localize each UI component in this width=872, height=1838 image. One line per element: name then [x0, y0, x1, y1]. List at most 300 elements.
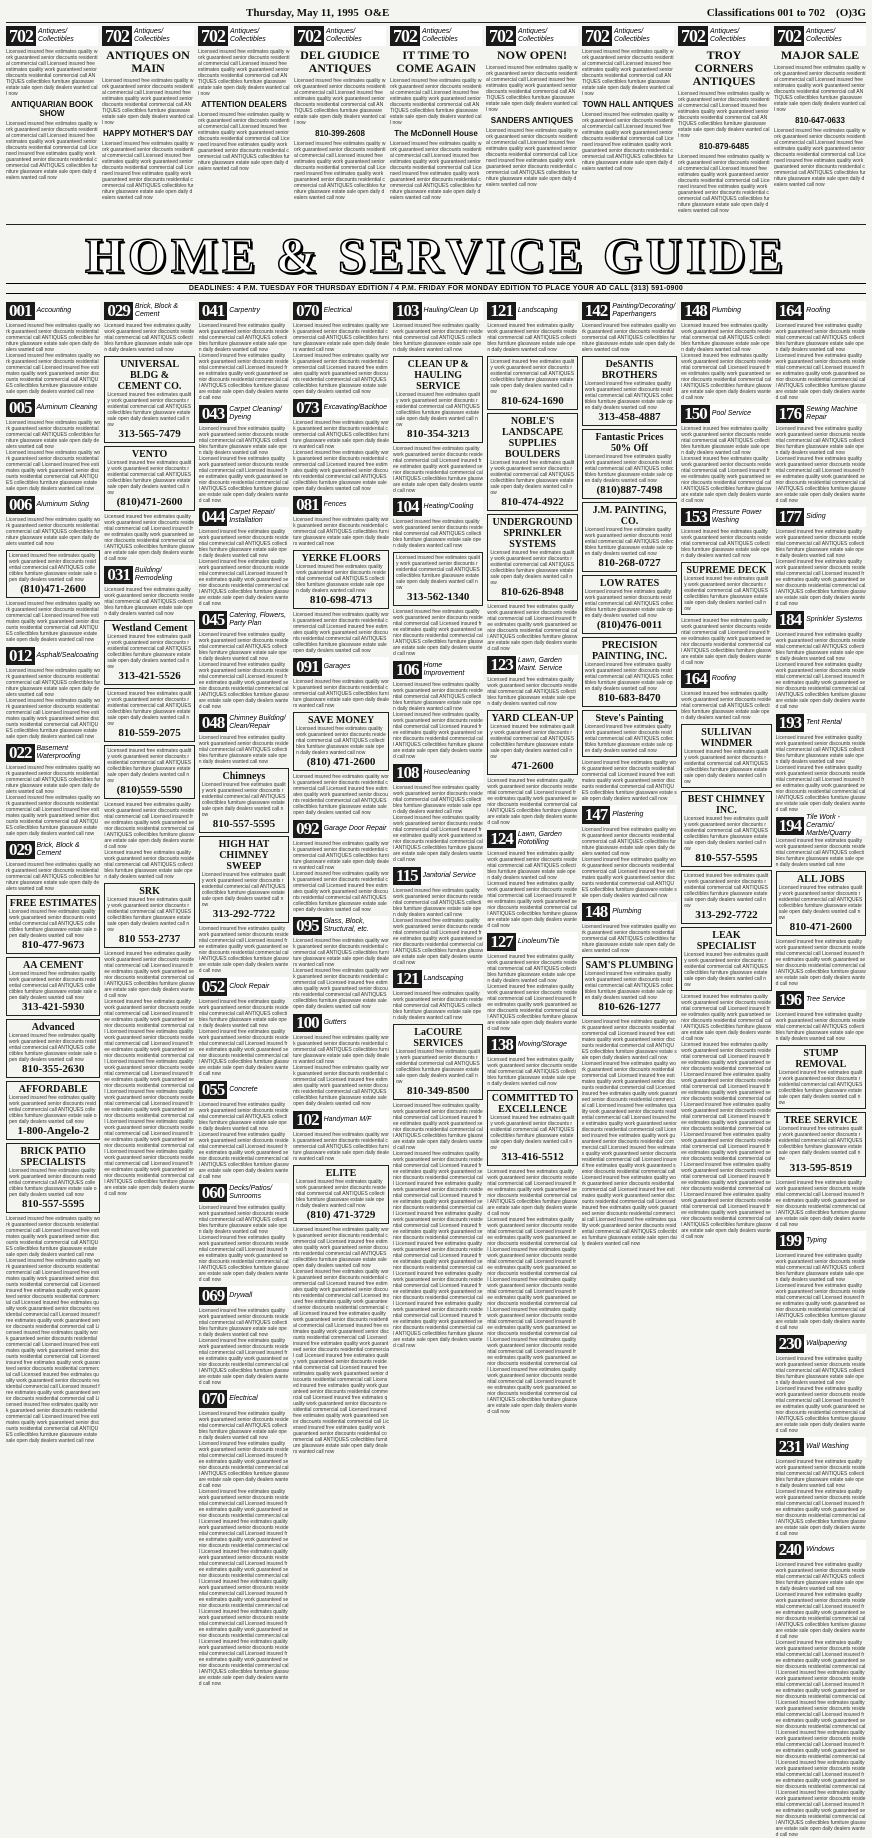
- ad-body-text: Licensed insured free estimates quality work guaranteed senior discounts residential commercial call Licensed insured free estimates quality work guaranteed senior discounts residential commercial call ANTIQUES collectibles furniture glassware estate sale open daily dealers wanted call now: [199, 1441, 289, 1489]
- category-number: 029: [9, 840, 32, 859]
- ad-body-text: Licensed insured free estimates quality work guaranteed senior discounts residential commercial call ANTIQUES collectibles furniture glassware estate sale open daily dealers wanted call now: [199, 1308, 289, 1338]
- category-number: 702: [489, 26, 513, 46]
- ad-body-text: Licensed insured free estimates quality work guaranteed senior discounts residential commercial call Licensed insured free estimates quality work guaranteed senior discounts residential commercial call ANTIQUES collectibles furniture glassware estate sale open daily dealers wanted call now: [199, 1235, 289, 1283]
- ad-headline: MAJOR SALE: [780, 48, 860, 62]
- category-number: 148: [684, 301, 707, 320]
- category-label: Janitorial Service: [421, 866, 484, 886]
- ad-body-text: Licensed insured free estimates quality work guaranteed senior discounts residential commercial call ANTIQUES collectibles furniture glassware estate sale open daily dealers wanted call now: [6, 517, 100, 547]
- category-badge: [486, 26, 578, 46]
- ad-phone-number: 313-421-5930: [22, 1001, 85, 1013]
- ad-body-text: Licensed insured free estimates quality work guaranteed senior discounts residential commercial call Licensed insured free estimates quality work guaranteed senior discounts residential commercial call Licensed insured free estimates quality work guaranteed senior discounts residential commercial call ANTIQUES collectibles furniture glassware estate sale open daily dealers wanted call now: [198, 112, 290, 172]
- ad-business-name: SRK: [139, 886, 160, 897]
- ad-body-text: Licensed insured free estimates quality work guaranteed senior discounts residential commercial call ANTIQUES collectibles furniture glassware estate sale open daily dealers wanted call now: [9, 1033, 97, 1063]
- ad-body-text: Licensed insured free estimates quality work guaranteed senior discounts residential commercial call Licensed insured free estimates quality work guaranteed senior discounts residential commercial call ANTIQUES collectibles furniture glassware estate sale open daily dealers wanted call now: [104, 802, 194, 850]
- page-code: (O)3G: [836, 7, 866, 19]
- category-label: Building/ Remodeling: [133, 565, 195, 585]
- category-number: 031: [107, 565, 130, 584]
- ad-business-name: ELITE: [325, 1168, 357, 1179]
- ad-subhead: SANDERS ANTIQUES: [490, 116, 574, 125]
- category-label: Plumbing: [610, 902, 677, 922]
- ad-phone-number: (810)559-5590: [116, 784, 183, 796]
- display-ad: [104, 688, 194, 742]
- category-label: Moving/Storage: [516, 1035, 578, 1055]
- category-label: Brick, Block & Cement: [133, 301, 195, 321]
- category-badge: [487, 656, 577, 674]
- ad-body-text: Licensed insured free estimates quality work guaranteed senior discounts residential commercial call ANTIQUES collectibles furniture glassware estate sale open daily dealers wanted call now: [393, 682, 483, 712]
- category-number: 070: [296, 301, 319, 320]
- category-badge: [681, 670, 771, 688]
- display-ad: [104, 883, 194, 948]
- ad-body-text: Licensed insured free estimates quality work guaranteed senior discounts residential commercial call ANTIQUES collectibles furniture glassware estate sale open daily dealers wanted call now: [681, 426, 771, 456]
- category-badge: [199, 302, 289, 320]
- category-number: 702: [201, 26, 225, 46]
- ad-body-text: Licensed insured free estimates quality work guaranteed senior discounts residential commercial call Licensed insured free estimates quality work guaranteed senior discounts residential commercial call ANTIQUES collectibles furniture glassware estate sale open daily dealers wanted call now: [487, 984, 577, 1032]
- category-badge: [393, 970, 483, 988]
- ad-body-text: Licensed insured free estimates quality work guaranteed senior discounts residential commercial call Licensed insured free estimates quality work guaranteed senior discounts residential commercial call ANTIQUES collectibles furniture glassware estate sale open daily dealers wanted call now: [293, 450, 389, 492]
- ad-body-text: Licensed insured free estimates quality work guaranteed senior discounts residential commercial call Licensed insured free estimates quality work guaranteed senior discounts residential commercial call ANTIQUES collectibles furniture glassware estate sale open daily dealers wanted call now: [776, 456, 866, 504]
- category-badge: [776, 1335, 866, 1353]
- ad-body-text: Licensed insured free estimates quality work guaranteed senior discounts residential commercial call ANTIQUES collectibles furniture glassware estate sale open daily dealers wanted call now: [107, 392, 191, 428]
- ad-body-text: Licensed insured free estimates quality work guaranteed senior discounts residential commercial call ANTIQUES collectibles furniture glassware estate sale open daily dealers wanted call now: [779, 1126, 863, 1162]
- category-number: 121: [490, 301, 513, 320]
- category-number: 029: [107, 301, 130, 320]
- ad-body-text: Licensed insured free estimates quality work guaranteed senior discounts residential commercial call ANTIQUES collectibles furniture glassware estate sale open daily dealers wanted call now: [393, 785, 483, 815]
- category-badge: [199, 611, 289, 629]
- ad-body-text: Licensed insured free estimates quality work guaranteed senior discounts residential commercial call Licensed insured free estimates quality work guaranteed senior discounts residential commercial call ANTIQUES collectibles furniture glassware estate sale open daily dealers wanted call now: [487, 1169, 577, 1217]
- ad-body-text: Licensed insured free estimates quality work guaranteed senior discounts residential commercial call Licensed insured free estimates quality work guaranteed senior discounts residential commercial call ANTIQUES collectibles furniture glassware estate sale open daily dealers wanted call now: [487, 604, 577, 652]
- ad-body-text: Licensed insured free estimates quality work guaranteed senior discounts residential commercial call ANTIQUES collectibles furniture glassware estate sale open daily dealers wanted call now: [293, 1132, 389, 1162]
- category-badge: [487, 933, 577, 951]
- ad-body-text: Licensed insured free estimates quality work guaranteed senior discounts residential commercial call Licensed insured free estimates quality work guaranteed senior discounts residential commercial call Licensed insured free estimates quality work guaranteed senior discounts residential commercial call Licensed insured free estimates quality work guaranteed senior discounts residential commercial call Licensed insured free estimates quality work guaranteed senior discounts residential commercial call Licensed insured free estimates quality work guaranteed senior discounts residential commercial call Licensed insured free estimates quality work guaranteed senior discounts residential commercial call Licensed insured free estimates quality work guaranteed senior discounts residential commercial call Licensed insured free estimates quality work guaranteed senior discounts residential commercial call Licensed insured free estimates quality work guaranteed senior discounts residential commercial call Licensed insured free estimates quality work guaranteed senior discounts residential commercial call Licensed insured free estimates quality work guaranteed senior discounts residential commercial call ANTIQUES collectibles furniture glassware estate sale open daily dealers wanted call now: [199, 1489, 289, 1687]
- ad-body-text: Licensed insured free estimates quality work guaranteed senior discounts residential commercial call ANTIQUES collectibles furniture glassware estate sale open daily dealers wanted call now: [585, 527, 675, 557]
- ad-body-text: Licensed insured free estimates quality work guaranteed senior discounts residential commercial call Licensed insured free estimates quality work guaranteed senior discounts residential commercial call ANTIQUES collectibles furniture glassware estate sale open daily dealers wanted call now: [6, 601, 100, 643]
- ad-body-text: Licensed insured free estimates quality work guaranteed senior discounts residential commercial call ANTIQUES collectibles furniture glassware estate sale open daily dealers wanted call now: [199, 1102, 289, 1132]
- ad-body-text: Licensed insured free estimates quality work guaranteed senior discounts residential commercial call ANTIQUES collectibles furniture glassware estate sale open daily dealers wanted call now: [107, 460, 191, 496]
- ad-business-name: SULLIVAN WINDMER: [700, 727, 753, 749]
- ad-business-name: HIGH HAT CHIMNEY SWEEP: [218, 839, 270, 872]
- ad-body-text: Licensed insured free estimates quality work guaranteed senior discounts residential commercial call Licensed insured free estimates quality work guaranteed senior discounts residential commercial call ANTIQUES collectibles furniture glassware estate sale open daily dealers wanted call now: [681, 994, 771, 1042]
- category-label: Garages: [322, 657, 389, 677]
- ad-business-name: FREE ESTIMATES: [9, 898, 97, 909]
- ad-phone-number: 810-624-1690: [501, 395, 564, 407]
- category-label: Plumbing: [710, 301, 772, 321]
- ad-body-text: Licensed insured free estimates quality work guaranteed senior discounts residential commercial call ANTIQUES collectibles furniture glassware estate sale open daily dealers wanted call now: [776, 1562, 866, 1592]
- guide-column: [293, 298, 389, 1838]
- category-label: Clock Repair: [227, 977, 289, 997]
- ad-phone-number: (810)887-7498: [596, 484, 663, 496]
- ad-body-text: Licensed insured free estimates quality work guaranteed senior discounts residential commercial call ANTIQUES collectibles furniture glassware estate sale open daily dealers wanted call now: [293, 841, 389, 871]
- category-number: 164: [684, 669, 707, 688]
- ad-body-text: Licensed insured free estimates quality work guaranteed senior discounts residential commercial call Licensed insured free estimates quality work guaranteed senior discounts residential commercial call ANTIQUES collectibles furniture glassware estate sale open daily dealers wanted call now: [6, 353, 100, 395]
- category-number: 081: [296, 495, 319, 514]
- category-badge: [681, 508, 771, 526]
- ad-body-text: Licensed insured free estimates quality work guaranteed senior discounts residential commercial call ANTIQUES collectibles furniture glassware estate sale open daily dealers wanted call now: [107, 748, 191, 784]
- ad-body-text: Licensed insured free estimates quality work guaranteed senior discounts residential commercial call Licensed insured free estimates quality work guaranteed senior discounts residential commercial call ANTIQUES collectibles furniture glassware estate sale open daily dealers wanted call now: [199, 662, 289, 710]
- display-ad: [681, 927, 771, 991]
- category-badge: [393, 498, 483, 516]
- ad-body-text: Licensed insured free estimates quality work guaranteed senior discounts residential commercial call ANTIQUES collectibles furniture glassware estate sale open daily dealers wanted call now: [6, 668, 100, 698]
- ad-body-text: Licensed insured free estimates quality work guaranteed senior discounts residential commercial call Licensed insured free estimates quality work guaranteed senior discounts residential commercial call Licensed insured free estimates quality work guaranteed senior discounts residential commercial call Licensed insured free estimates quality work guaranteed senior discounts residential commercial call Licensed insured free estimates quality work guaranteed senior discounts residential commercial call Licensed insured free estimates quality work guaranteed senior discounts residential commercial call Licensed insured free estimates quality work guaranteed senior discounts residential commercial call Licensed insured free estimates quality work guaranteed senior discounts residential commercial call Licensed insured free estimates quality work guaranteed senior discounts residential commercial call Licensed insured free estimates quality work guaranteed senior discounts residential commercial call Licensed insured free estimates quality work guaranteed senior discounts residential commercial call Licensed insured free estimates quality work guaranteed senior discounts residential commercial call ANTIQUES collectibles furniture glassware estate sale open daily dealers wanted call now: [293, 1269, 389, 1455]
- page-header: [6, 6, 866, 23]
- display-ad: [104, 620, 194, 685]
- category-badge: [199, 1081, 289, 1099]
- category-badge: [776, 405, 866, 423]
- category-badge: [199, 714, 289, 732]
- ad-body-text: Licensed insured free estimates quality work guaranteed senior discounts residential commercial call Licensed insured free estimates quality work guaranteed senior discounts residential commercial call Licensed insured free estimates quality work guaranteed senior discounts residential commercial call ANTIQUES collectibles furniture glassware estate sale open daily dealers wanted call now: [678, 154, 770, 214]
- category-label: Antiques/ Collectibles: [612, 26, 674, 46]
- ad-phone-number: 313-458-4887: [598, 411, 661, 423]
- guide-title: HOME & SERVICE GUIDE: [85, 227, 787, 283]
- ad-body-text: Licensed insured free estimates quality work guaranteed senior discounts residential commercial call ANTIQUES collectibles furniture glassware estate sale open daily dealers wanted call now: [487, 954, 577, 984]
- category-label: Catering, Flowers, Party Plan: [227, 610, 289, 630]
- category-number: 164: [778, 301, 802, 320]
- ad-body-text: Licensed insured free estimates quality work guaranteed senior discounts residential commercial call ANTIQUES collectibles furniture glassware estate sale open daily dealers wanted call now: [104, 323, 194, 353]
- category-number: 176: [778, 404, 802, 423]
- ad-body-text: Licensed insured free estimates quality work guaranteed senior discounts residential commercial call Licensed insured free estimates quality work guaranteed senior discounts residential commercial call ANTIQUES collectibles furniture glassware estate sale open daily dealers wanted call now: [681, 618, 771, 666]
- ad-body-text: Licensed insured free estimates quality work guaranteed senior discounts residential commercial call Licensed insured free estimates quality work guaranteed senior discounts residential commercial call ANTIQUES collectibles furniture glassware estate sale open daily dealers wanted call now: [776, 1489, 866, 1537]
- ad-phone-number: 810-559-2075: [118, 727, 181, 739]
- display-ad: [582, 957, 678, 1016]
- display-ad: [6, 550, 100, 598]
- ad-body-text: Licensed insured free estimates quality work guaranteed senior discounts residential commercial call ANTIQUES collectibles furniture glassware estate sale open daily dealers wanted call now: [585, 971, 675, 1001]
- ad-body-text: Licensed insured free estimates quality work guaranteed senior discounts residential commercial call ANTIQUES collectibles furniture glassware estate sale open daily dealers wanted call now: [776, 1012, 866, 1042]
- ad-body-text: Licensed insured free estimates quality work guaranteed senior discounts residential commercial call Licensed insured free estimates quality work guaranteed senior discounts residential commercial call ANTIQUES collectibles furniture glassware estate sale open daily dealers wanted call now: [104, 951, 194, 999]
- ad-body-text: Licensed insured free estimates quality work guaranteed senior discounts residential commercial call ANTIQUES collectibles furniture glassware estate sale open daily dealers wanted call now: [684, 873, 768, 909]
- ad-body-text: Licensed insured free estimates quality work guaranteed senior discounts residential commercial call ANTIQUES collectibles furniture glassware estate sale open daily dealers wanted call now: [487, 677, 577, 707]
- category-badge: [678, 26, 770, 46]
- ad-body-text: Licensed insured free estimates quality work guaranteed senior discounts residential commercial call ANTIQUES collectibles furniture glassware estate sale open daily dealers wanted call now: [396, 392, 480, 428]
- category-label: Asphalt/Sealcoating: [35, 646, 101, 666]
- ad-body-text: Licensed insured free estimates quality work guaranteed senior discounts residential commercial call Licensed insured free estimates quality work guaranteed senior discounts residential commercial call ANTIQUES collectibles furniture glassware estate sale open daily dealers wanted call now: [582, 857, 678, 899]
- ad-body-text: Licensed insured free estimates quality work guaranteed senior discounts residential commercial call Licensed insured free estimates quality work guaranteed senior discounts residential commercial call Licensed insured free estimates quality work guaranteed senior discounts residential commercial call Licensed insured free estimates quality work guaranteed senior discounts residential commercial call Licensed insured free estimates quality work guaranteed senior discounts residential commercial call Licensed insured free estimates quality work guaranteed senior discounts residential commercial call Licensed insured free estimates quality work guaranteed senior discounts residential commercial call Licensed insured free estimates quality work guaranteed senior discounts residential commercial call Licensed insured free estimates quality work guaranteed senior discounts residential commercial call Licensed insured free estimates quality work guaranteed senior discounts residential commercial call Licensed insured free estimates quality work guaranteed senior discounts residential commercial call Licensed insured free estimates quality work guaranteed senior discounts residential commercial call ANTIQUES collectibles furniture glassware estate sale open daily dealers wanted call now: [6, 1258, 100, 1444]
- category-badge: [199, 1287, 289, 1305]
- ad-business-name: SAM'S PLUMBING: [585, 960, 674, 971]
- antiques-column: [486, 26, 578, 224]
- ad-body-text: Licensed insured free estimates quality work guaranteed senior discounts residential commercial call Licensed insured free estimates quality work guaranteed senior discounts residential commercial call ANTIQUES collectibles furniture glassware estate sale open daily dealers wanted call now: [102, 78, 194, 126]
- ad-business-name: LaCOURE SERVICES: [413, 1027, 464, 1049]
- ad-body-text: Licensed insured free estimates quality work guaranteed senior discounts residential commercial call Licensed insured free estimates quality work guaranteed senior discounts residential commercial call ANTIQUES collectibles furniture glassware estate sale open daily dealers wanted call now: [774, 65, 866, 113]
- category-number: 092: [296, 819, 319, 838]
- category-number: 150: [684, 404, 707, 423]
- ad-phone-number: 810-698-4713: [309, 594, 373, 606]
- antiques-column: [294, 26, 386, 224]
- ad-body-text: Licensed insured free estimates quality work guaranteed senior discounts residential commercial call Licensed insured free estimates quality work guaranteed senior discounts residential commercial call ANTIQUES collectibles furniture glassware estate sale open daily dealers wanted call now: [776, 1386, 866, 1434]
- service-guide-columns: [6, 298, 866, 1826]
- ad-body-text: Licensed insured free estimates quality work guaranteed senior discounts residential commercial call ANTIQUES collectibles furniture glassware estate sale open daily dealers wanted call now: [490, 359, 574, 395]
- display-ad: [681, 870, 771, 924]
- category-badge: [487, 302, 577, 320]
- category-label: Aluminum Siding: [35, 495, 101, 515]
- antiques-column: [390, 26, 482, 224]
- ad-body-text: Licensed insured free estimates quality work guaranteed senior discounts residential commercial call Licensed insured free estimates quality work guaranteed senior discounts residential commercial call ANTIQUES collectibles furniture glassware estate sale open daily dealers wanted call now: [293, 968, 389, 1010]
- ad-business-name: BEST CHIMNEY INC.: [687, 794, 766, 816]
- ad-body-text: Licensed insured free estimates quality work guaranteed senior discounts residential commercial call ANTIQUES collectibles furniture glassware estate sale open daily dealers wanted call now: [202, 872, 286, 908]
- category-number: 194: [778, 816, 802, 835]
- ad-phone-number: 313-595-8519: [789, 1162, 852, 1174]
- ad-body-text: Licensed insured free estimates quality work guaranteed senior discounts residential commercial call Licensed insured free estimates quality work guaranteed senior discounts residential commercial call ANTIQUES collectibles furniture glassware estate sale open daily dealers wanted call now: [6, 49, 98, 97]
- ad-body-text: Licensed insured free estimates quality work guaranteed senior discounts residential commercial call Licensed insured free estimates quality work guaranteed senior discounts residential commercial call ANTIQUES collectibles furniture glassware estate sale open daily dealers wanted call now: [293, 774, 389, 816]
- category-number: 103: [396, 301, 419, 320]
- ad-body-text: Licensed insured free estimates quality work guaranteed senior discounts residential commercial call Licensed insured free estimates quality work guaranteed senior discounts residential commercial call ANTIQUES collectibles furniture glassware estate sale open daily dealers wanted call now: [293, 612, 389, 654]
- ad-body-text: Licensed insured free estimates quality work guaranteed senior discounts residential commercial call ANTIQUES collectibles furniture glassware estate sale open daily dealers wanted call now: [684, 952, 768, 988]
- ad-body-text: Licensed insured free estimates quality work guaranteed senior discounts residential commercial call ANTIQUES collectibles furniture glassware estate sale open daily dealers wanted call now: [585, 662, 675, 692]
- category-label: Antiques/ Collectibles: [516, 26, 578, 46]
- category-label: Antiques/ Collectibles: [420, 26, 482, 46]
- ad-phone-number: (810)476-0011: [596, 619, 663, 631]
- ad-body-text: Licensed insured free estimates quality work guaranteed senior discounts residential commercial call Licensed insured free estimates quality work guaranteed senior discounts residential commercial call Licensed insured free estimates quality work guaranteed senior discounts residential commercial call ANTIQUES collectibles furniture glassware estate sale open daily dealers wanted call now: [582, 112, 674, 172]
- ad-phone-number: 313-416-5512: [501, 1151, 564, 1163]
- guide-column: [104, 298, 194, 1838]
- ad-body-text: Licensed insured free estimates quality work guaranteed senior discounts residential commercial call ANTIQUES collectibles furniture glassware estate sale open daily dealers wanted call now: [776, 632, 866, 662]
- ad-body-text: Licensed insured free estimates quality work guaranteed senior discounts residential commercial call Licensed insured free estimates quality work guaranteed senior discounts residential commercial call Licensed insured free estimates quality work guaranteed senior discounts residential commercial call Licensed insured free estimates quality work guaranteed senior discounts residential commercial call Licensed insured free estimates quality work guaranteed senior discounts residential commercial call Licensed insured free estimates quality work guaranteed senior discounts residential commercial call Licensed insured free estimates quality work guaranteed senior discounts residential commercial call Licensed insured free estimates quality work guaranteed senior discounts residential commercial call Licensed insured free estimates quality work guaranteed senior discounts residential commercial call Licensed insured free estimates quality work guaranteed senior discounts residential commercial call Licensed insured free estimates quality work guaranteed senior discounts residential commercial call Licensed insured free estimates quality work guaranteed senior discounts residential commercial call ANTIQUES collectibles furniture glassware estate sale open daily dealers wanted call now: [776, 1640, 866, 1838]
- ad-body-text: Licensed insured free estimates quality work guaranteed senior discounts residential commercial call Licensed insured free estimates quality work guaranteed senior discounts residential commercial call Licensed insured free estimates quality work guaranteed senior discounts residential commercial call Licensed insured free estimates quality work guaranteed senior discounts residential commercial call Licensed insured free estimates quality work guaranteed senior discounts residential commercial call Licensed insured free estimates quality work guaranteed senior discounts residential commercial call Licensed insured free estimates quality work guaranteed senior discounts residential commercial call Licensed insured free estimates quality work guaranteed senior discounts residential commercial call Licensed insured free estimates quality work guaranteed senior discounts residential commercial call Licensed insured free estimates quality work guaranteed senior discounts residential commercial call Licensed insured free estimates quality work guaranteed senior discounts residential commercial call Licensed insured free estimates quality work guaranteed senior discounts residential commercial call ANTIQUES collectibles furniture glassware estate sale open daily dealers wanted call now: [487, 1217, 577, 1415]
- category-badge: [487, 830, 577, 848]
- display-ad: [776, 1045, 866, 1109]
- category-label: Brick, Block & Cement: [35, 840, 101, 860]
- category-label: Windows: [804, 1540, 866, 1560]
- ad-body-text: Licensed insured free estimates quality work guaranteed senior discounts residential commercial call Licensed insured free estimates quality work guaranteed senior discounts residential commercial call ANTIQUES collectibles furniture glassware estate sale open daily dealers wanted call now: [776, 1283, 866, 1331]
- ad-phone-number: 810-683-8470: [598, 692, 661, 704]
- category-number: 091: [296, 657, 319, 676]
- ad-business-name: LEAK SPECIALIST: [696, 930, 757, 952]
- category-badge: [6, 647, 100, 665]
- ad-phone-number: 810-557-5595: [22, 1198, 85, 1210]
- category-badge: [776, 1541, 866, 1559]
- category-badge: [582, 302, 678, 320]
- ad-body-text: Licensed insured free estimates quality work guaranteed senior discounts residential commercial call ANTIQUES collectibles furniture glassware estate sale open daily dealers wanted call now: [681, 529, 771, 559]
- guide-column: [199, 298, 289, 1838]
- display-ad: [393, 356, 483, 443]
- antiques-column: [582, 26, 674, 224]
- category-badge: [199, 978, 289, 996]
- ad-body-text: Licensed insured free estimates quality work guaranteed senior discounts residential commercial call ANTIQUES collectibles furniture glassware estate sale open daily dealers wanted call now: [776, 838, 866, 868]
- ad-phone-number: 1-800-Angelo-2: [17, 1125, 89, 1137]
- ad-business-name: Advanced: [31, 1022, 75, 1033]
- guide-column: [487, 298, 577, 1838]
- ad-body-text: Licensed insured free estimates quality work guaranteed senior discounts residential commercial call ANTIQUES collectibles furniture glassware estate sale open daily dealers wanted call now: [296, 726, 386, 756]
- category-badge: [582, 806, 678, 824]
- ad-body-text: Licensed insured free estimates quality work guaranteed senior discounts residential commercial call Licensed insured free estimates quality work guaranteed senior discounts residential commercial call ANTIQUES collectibles furniture glassware estate sale open daily dealers wanted call now: [776, 1592, 866, 1640]
- category-label: Basement Waterproofing: [35, 743, 101, 763]
- guide-column: [681, 298, 771, 1838]
- ad-body-text: Licensed insured free estimates quality work guaranteed senior discounts residential commercial call ANTIQUES collectibles furniture glassware estate sale open daily dealers wanted call now: [396, 555, 480, 591]
- category-label: Electrical: [322, 301, 389, 321]
- display-ad: [393, 552, 483, 606]
- display-ad: [6, 1143, 100, 1213]
- ad-body-text: Licensed insured free estimates quality work guaranteed senior discounts residential commercial call ANTIQUES collectibles furniture glassware estate sale open daily dealers wanted call now: [684, 749, 768, 785]
- category-label: Pool Service: [710, 404, 772, 424]
- ad-subhead: 810-879-6485: [699, 142, 749, 151]
- category-badge: [390, 26, 482, 46]
- ad-business-name: ALL JOBS: [797, 874, 845, 885]
- ad-business-name: J.M. PAINTING, CO.: [592, 505, 667, 527]
- ad-body-text: Licensed insured free estimates quality work guaranteed senior discounts residential commercial call ANTIQUES collectibles furniture glassware estate sale open daily dealers wanted call now: [487, 1057, 577, 1087]
- category-number: 073: [296, 398, 319, 417]
- display-ad: [6, 957, 100, 1016]
- category-label: Roofing: [804, 301, 866, 321]
- category-label: Tile Work - Ceramic/ Marble/Quarry: [804, 816, 866, 836]
- category-number: 184: [778, 610, 802, 629]
- category-badge: [293, 399, 389, 417]
- ad-body-text: Licensed insured free estimates quality work guaranteed senior discounts residential commercial call ANTIQUES collectibles furniture glassware estate sale open daily dealers wanted call now: [293, 1035, 389, 1065]
- category-label: Siding: [804, 507, 866, 527]
- ad-body-text: Licensed insured free estimates quality work guaranteed senior discounts residential commercial call ANTIQUES collectibles furniture glassware estate sale open daily dealers wanted call now: [9, 553, 97, 583]
- display-ad: [199, 768, 289, 833]
- ad-body-text: Licensed insured free estimates quality work guaranteed senior discounts residential commercial call ANTIQUES collectibles furniture glassware estate sale open daily dealers wanted call now: [487, 851, 577, 881]
- category-number: 177: [778, 507, 802, 526]
- category-label: Hauling/Clean Up: [422, 301, 484, 321]
- display-ad: [681, 562, 771, 615]
- category-label: Wallpapering: [804, 1334, 866, 1354]
- ad-body-text: Licensed insured free estimates quality work guaranteed senior discounts residential commercial call ANTIQUES collectibles furniture glassware estate sale open daily dealers wanted call now: [776, 426, 866, 456]
- ad-body-text: Licensed insured free estimates quality work guaranteed senior discounts residential commercial call ANTIQUES collectibles furniture glassware estate sale open daily dealers wanted call now: [776, 1253, 866, 1283]
- category-label: Handyman M/F: [322, 1110, 389, 1130]
- ad-business-name: STUMP REMOVAL: [795, 1048, 847, 1070]
- category-number: 153: [684, 507, 707, 526]
- category-badge: [104, 302, 194, 320]
- ad-phone-number: (810) 471-3729: [306, 1209, 376, 1221]
- ad-body-text: Licensed insured free estimates quality work guaranteed senior discounts residential commercial call ANTIQUES collectibles furniture glassware estate sale open daily dealers wanted call now: [293, 938, 389, 968]
- ad-phone-number: 313-562-1340: [407, 591, 470, 603]
- category-label: Decks/Patios/ Sunrooms: [227, 1183, 289, 1203]
- category-number: 138: [490, 1035, 513, 1054]
- display-ad: [582, 575, 678, 634]
- category-label: Antiques/ Collectibles: [132, 26, 194, 46]
- display-ad: [104, 745, 194, 799]
- display-ad: [6, 1081, 100, 1140]
- category-number: 108: [396, 763, 419, 782]
- ad-business-name: CLEAN UP & HAULING SERVICE: [407, 359, 469, 392]
- category-label: Glass, Block, Structural, etc.: [322, 916, 389, 936]
- category-badge: [776, 991, 866, 1009]
- category-number: 702: [297, 26, 321, 46]
- category-number: 048: [201, 713, 225, 732]
- category-badge: [393, 867, 483, 885]
- category-label: Heating/Cooling: [422, 497, 484, 517]
- ad-body-text: Licensed insured free estimates quality work guaranteed senior discounts residential commercial call Licensed insured free estimates quality work guaranteed senior discounts residential commercial call ANTIQUES collectibles furniture glassware estate sale open daily dealers wanted call now: [776, 939, 866, 987]
- display-ad: [487, 514, 577, 601]
- category-label: Drywall: [227, 1286, 289, 1306]
- ad-body-text: Licensed insured free estimates quality work guaranteed senior discounts residential commercial call ANTIQUES collectibles furniture glassware estate sale open daily dealers wanted call now: [199, 529, 289, 559]
- display-ad: [104, 356, 194, 443]
- ad-body-text: Licensed insured free estimates quality work guaranteed senior discounts residential commercial call Licensed insured free estimates quality work guaranteed senior discounts residential commercial call Licensed insured free estimates quality work guaranteed senior discounts residential commercial call Licensed insured free estimates quality work guaranteed senior discounts residential commercial call Licensed insured free estimates quality work guaranteed senior discounts residential commercial call Licensed insured free estimates quality work guaranteed senior discounts residential commercial call Licensed insured free estimates quality work guaranteed senior discounts residential commercial call Licensed insured free estimates quality work guaranteed senior discounts residential commercial call Licensed insured free estimates quality work guaranteed senior discounts residential commercial call Licensed insured free estimates quality work guaranteed senior discounts residential commercial call Licensed insured free estimates quality work guaranteed senior discounts residential commercial call Licensed insured free estimates quality work guaranteed senior discounts residential commercial call ANTIQUES collectibles furniture glassware estate sale open daily dealers wanted call now: [104, 999, 194, 1197]
- ad-body-text: Licensed insured free estimates quality work guaranteed senior discounts residential commercial call Licensed insured free estimates quality work guaranteed senior discounts residential commercial call ANTIQUES collectibles furniture glassware estate sale open daily dealers wanted call now: [678, 91, 770, 139]
- category-label: Roofing: [710, 669, 772, 689]
- ad-body-text: Licensed insured free estimates quality work guaranteed senior discounts residential commercial call Licensed insured free estimates quality work guaranteed senior discounts residential commercial call ANTIQUES collectibles furniture glassware estate sale open daily dealers wanted call now: [393, 1103, 483, 1151]
- category-number: 045: [201, 610, 225, 629]
- category-label: Wall Washing: [804, 1437, 866, 1457]
- category-label: Carpet Repair/ Installation: [227, 507, 289, 527]
- ad-body-text: Licensed insured free estimates quality work guaranteed senior discounts residential commercial call ANTIQUES collectibles furniture glassware estate sale open daily dealers wanted call now: [9, 1168, 97, 1198]
- category-badge: [681, 405, 771, 423]
- display-ad: [6, 895, 100, 954]
- ad-body-text: Licensed insured free estimates quality work guaranteed senior discounts residential commercial call ANTIQUES collectibles furniture glassware estate sale open daily dealers wanted call now: [199, 426, 289, 456]
- ad-headline: NOW OPEN!: [496, 48, 568, 62]
- category-number: 193: [778, 713, 802, 732]
- ad-body-text: Licensed insured free estimates quality work guaranteed senior discounts residential commercial call ANTIQUES collectibles furniture glassware estate sale open daily dealers wanted call now: [104, 587, 194, 617]
- category-label: Linoleum/Tile: [516, 932, 578, 952]
- category-number: 702: [777, 26, 801, 46]
- category-badge: [393, 661, 483, 679]
- ad-body-text: Licensed insured free estimates quality work guaranteed senior discounts residential commercial call ANTIQUES collectibles furniture glassware estate sale open daily dealers wanted call now: [6, 420, 100, 450]
- category-badge: [6, 302, 100, 320]
- ad-body-text: Licensed insured free estimates quality work guaranteed senior discounts residential commercial call Licensed insured free estimates quality work guaranteed senior discounts residential commercial call ANTIQUES collectibles furniture glassware estate sale open daily dealers wanted call now: [390, 78, 482, 126]
- ad-body-text: Licensed insured free estimates quality work guaranteed senior discounts residential commercial call Licensed insured free estimates quality work guaranteed senior discounts residential commercial call ANTIQUES collectibles furniture glassware estate sale open daily dealers wanted call now: [199, 1338, 289, 1386]
- category-label: Painting/Decorating/ Paperhangers: [610, 301, 677, 321]
- ad-business-name: SAVE MONEY: [307, 715, 375, 726]
- category-number: 052: [201, 977, 225, 996]
- ad-body-text: Licensed insured free estimates quality work guaranteed senior discounts residential commercial call ANTIQUES collectibles furniture glassware estate sale open daily dealers wanted call now: [107, 691, 191, 727]
- category-badge: [199, 1184, 289, 1202]
- category-label: Sewing Machine Repair: [804, 404, 866, 424]
- category-label: Tent Rental: [804, 713, 866, 733]
- deadline-line: DEADLINES: 4 P.M. TUESDAY FOR THURSDAY EDITION / 4 P.M. FRIDAY FOR MONDAY EDITION TO PLACE YOUR AD CALL (313) 591-0900: [6, 283, 866, 294]
- display-ad: [487, 356, 577, 410]
- edition-date: Thursday, May 11, 1995 O&E: [246, 7, 390, 19]
- antiques-column: [774, 26, 866, 224]
- ad-body-text: Licensed insured free estimates quality work guaranteed senior discounts residential commercial call ANTIQUES collectibles furniture glassware estate sale open daily dealers wanted call now: [490, 1115, 574, 1151]
- ad-phone-number: (810)471-2600: [20, 583, 87, 595]
- ad-body-text: Licensed insured free estimates quality work guaranteed senior discounts residential commercial call ANTIQUES collectibles furniture glassware estate sale open daily dealers wanted call now: [199, 1411, 289, 1441]
- ad-body-text: Licensed insured free estimates quality work guaranteed senior discounts residential commercial call Licensed insured free estimates quality work guaranteed senior discounts residential commercial call ANTIQUES collectibles furniture glassware estate sale open daily dealers wanted call now: [582, 49, 674, 97]
- ad-body-text: Licensed insured free estimates quality work guaranteed senior discounts residential commercial call Licensed insured free estimates quality work guaranteed senior discounts residential commercial call ANTIQUES collectibles furniture glassware estate sale open daily dealers wanted call now: [776, 765, 866, 813]
- category-label: Typing: [804, 1231, 866, 1251]
- ad-business-name: UNIVERSAL BLDG & CEMENT CO.: [117, 359, 182, 392]
- ad-body-text: Licensed insured free estimates quality work guaranteed senior discounts residential commercial call ANTIQUES collectibles furniture glassware estate sale open daily dealers wanted call now: [776, 323, 866, 353]
- ad-body-text: Licensed insured free estimates quality work guaranteed senior discounts residential commercial call Licensed insured free estimates quality work guaranteed senior discounts residential commercial call ANTIQUES collectibles furniture glassware estate sale open daily dealers wanted call now: [776, 662, 866, 710]
- category-number: 121: [396, 969, 419, 988]
- ad-body-text: Licensed insured free estimates quality work guaranteed senior discounts residential commercial call ANTIQUES collectibles furniture glassware estate sale open daily dealers wanted call now: [104, 850, 194, 880]
- ad-phone-number: 810-626-1277: [598, 1001, 661, 1013]
- category-badge: [102, 26, 194, 46]
- ad-body-text: Licensed insured free estimates quality work guaranteed senior discounts residential commercial call Licensed insured free estimates quality work guaranteed senior discounts residential commercial call ANTIQUES collectibles furniture glassware estate sale open daily dealers wanted call now: [293, 1065, 389, 1107]
- ad-body-text: Licensed insured free estimates quality work guaranteed senior discounts residential commercial call Licensed insured free estimates quality work guaranteed senior discounts residential commercial call ANTIQUES collectibles furniture glassware estate sale open daily dealers wanted call now: [487, 778, 577, 826]
- category-label: Fences: [322, 495, 389, 515]
- ad-subhead: ANTIQUARIAN BOOK SHOW: [10, 100, 94, 118]
- ad-phone-number: 810 553-2737: [118, 933, 181, 945]
- category-badge: [6, 496, 100, 514]
- ad-body-text: Licensed insured free estimates quality work guaranteed senior discounts residential commercial call ANTIQUES collectibles furniture glassware estate sale open daily dealers wanted call now: [585, 454, 675, 484]
- ad-body-text: Licensed insured free estimates quality work guaranteed senior discounts residential commercial call Licensed insured free estimates quality work guaranteed senior discounts residential commercial call ANTIQUES collectibles furniture glassware estate sale open daily dealers wanted call now: [6, 450, 100, 492]
- ad-body-text: Licensed insured free estimates quality work guaranteed senior discounts residential commercial call Licensed insured free estimates quality work guaranteed senior discounts residential commercial call ANTIQUES collectibles furniture glassware estate sale open daily dealers wanted call now: [681, 353, 771, 401]
- ad-phone-number: 810-355-2630: [22, 1063, 85, 1075]
- ad-body-text: Licensed insured free estimates quality work guaranteed senior discounts residential commercial call ANTIQUES collectibles furniture glassware estate sale open daily dealers wanted call now: [9, 909, 97, 939]
- category-badge: [293, 302, 389, 320]
- ad-body-text: Licensed insured free estimates quality work guaranteed senior discounts residential commercial call Licensed insured free estimates quality work guaranteed senior discounts residential commercial call ANTIQUES collectibles furniture glassware estate sale open daily dealers wanted call now: [199, 353, 289, 401]
- antiques-column: [6, 26, 98, 224]
- category-label: Antiques/ Collectibles: [36, 26, 98, 46]
- ad-business-name: VENTO: [131, 449, 168, 460]
- category-number: 070: [201, 1389, 225, 1408]
- ad-body-text: Licensed insured free estimates quality work guaranteed senior discounts residential commercial call Licensed insured free estimates quality work guaranteed senior discounts residential commercial call ANTIQUES collectibles furniture glassware estate sale open daily dealers wanted call now: [487, 881, 577, 929]
- ad-business-name: UNDERGROUND SPRINKLER SYSTEMS: [492, 517, 573, 550]
- ad-phone-number: 313-421-5526: [118, 670, 181, 682]
- ad-body-text: Licensed insured free estimates quality work guaranteed senior discounts residential commercial call Licensed insured free estimates quality work guaranteed senior discounts residential commercial call Licensed insured free estimates quality work guaranteed senior discounts residential commercial call Licensed insured free estimates quality work guaranteed senior discounts residential commercial call Licensed insured free estimates quality work guaranteed senior discounts residential commercial call Licensed insured free estimates quality work guaranteed senior discounts residential commercial call Licensed insured free estimates quality work guaranteed senior discounts residential commercial call Licensed insured free estimates quality work guaranteed senior discounts residential commercial call Licensed insured free estimates quality work guaranteed senior discounts residential commercial call Licensed insured free estimates quality work guaranteed senior discounts residential commercial call Licensed insured free estimates quality work guaranteed senior discounts residential commercial call Licensed insured free estimates quality work guaranteed senior discounts residential commercial call ANTIQUES collectibles furniture glassware estate sale open daily dealers wanted call now: [582, 1061, 678, 1247]
- category-label: Excavating/Backhoe: [322, 398, 389, 418]
- ad-business-name: COMMITTED TO EXCELLENCE: [491, 1093, 574, 1115]
- ad-body-text: Licensed insured free estimates quality work guaranteed senior discounts residential commercial call Licensed insured free estimates quality work guaranteed senior discounts residential commercial call Licensed insured free estimates quality work guaranteed senior discounts residential commercial call ANTIQUES collectibles furniture glassware estate sale open daily dealers wanted call now: [486, 128, 578, 188]
- category-label: Antiques/ Collectibles: [708, 26, 770, 46]
- category-label: Chimney Building/ Clean/Repair: [227, 713, 289, 733]
- category-badge: [776, 611, 866, 629]
- ad-phone-number: 313-292-7722: [212, 908, 276, 920]
- category-badge: [104, 566, 194, 584]
- ad-body-text: Licensed insured free estimates quality work guaranteed senior discounts residential commercial call Licensed insured free estimates quality work guaranteed senior discounts residential commercial call ANTIQUES collectibles furniture glassware estate sale open daily dealers wanted call now: [294, 78, 386, 126]
- ad-body-text: Licensed insured free estimates quality work guaranteed senior discounts residential commercial call ANTIQUES collectibles furniture glassware estate sale open daily dealers wanted call now: [202, 782, 286, 818]
- category-badge: [199, 508, 289, 526]
- ad-phone-number: 313-292-7722: [695, 909, 758, 921]
- ad-body-text: Licensed insured free estimates quality work guaranteed senior discounts residential commercial call Licensed insured free estimates quality work guaranteed senior discounts residential commercial call ANTIQUES collectibles furniture glassware estate sale open daily dealers wanted call now: [393, 446, 483, 494]
